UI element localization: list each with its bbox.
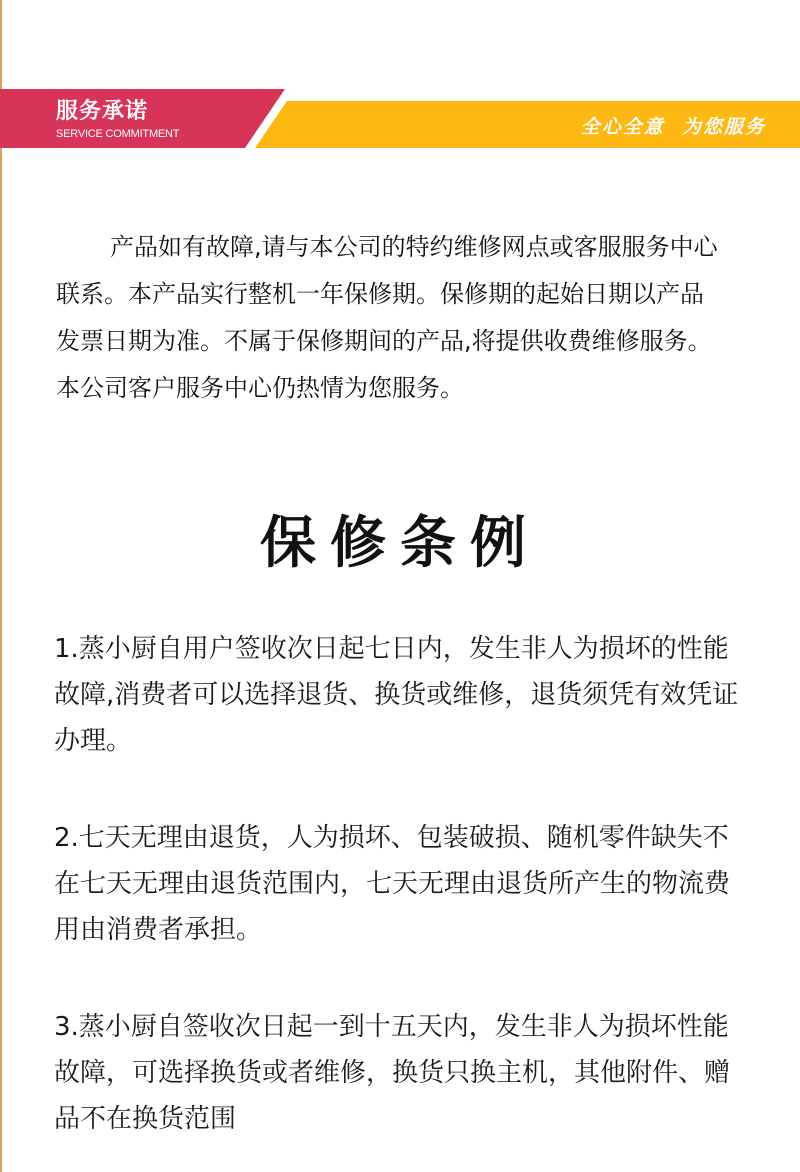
- banner-title: 服务承诺: [56, 99, 149, 124]
- warranty-clause-3: 3.蒸小厨自签收次日起一到十五天内，发生非人为损坏性能故障，可选择换货或者维修，换货只换主机，其他附件、赠品不在换货范围: [54, 1012, 731, 1134]
- left-border-line: [0, 0, 2, 1172]
- banner-subtitle: SERVICE COMMITMENT: [56, 128, 180, 140]
- intro-paragraph: 产品如有故障,请与本公司的特约维修网点或客服服务中心联系。本产品实行整机一年保修期。保修期的起始日期以产品发票日期为准。不属于保修期间的产品,将提供收费维修服务。本公司客户服务中心仍热情为您服务。: [56, 233, 718, 402]
- service-commitment-banner: [0, 89, 800, 148]
- warranty-clause-2: 2.七天无理由退货，人为损坏、包装破损、随机零件缺失不在七天无理由退货范围内，七天无理由退货所产生的物流费用由消费者承担。: [54, 823, 731, 945]
- warranty-section-title: 保修条例: [260, 511, 540, 576]
- banner-slogan: 全心全意 为您服务: [580, 116, 766, 138]
- warranty-clause-1: 1.蒸小厨自用户签收次日起七日内，发生非人为损坏的性能故障,消费者可以选择退货、换货或维修，退货须凭有效凭证办理。: [54, 634, 739, 756]
